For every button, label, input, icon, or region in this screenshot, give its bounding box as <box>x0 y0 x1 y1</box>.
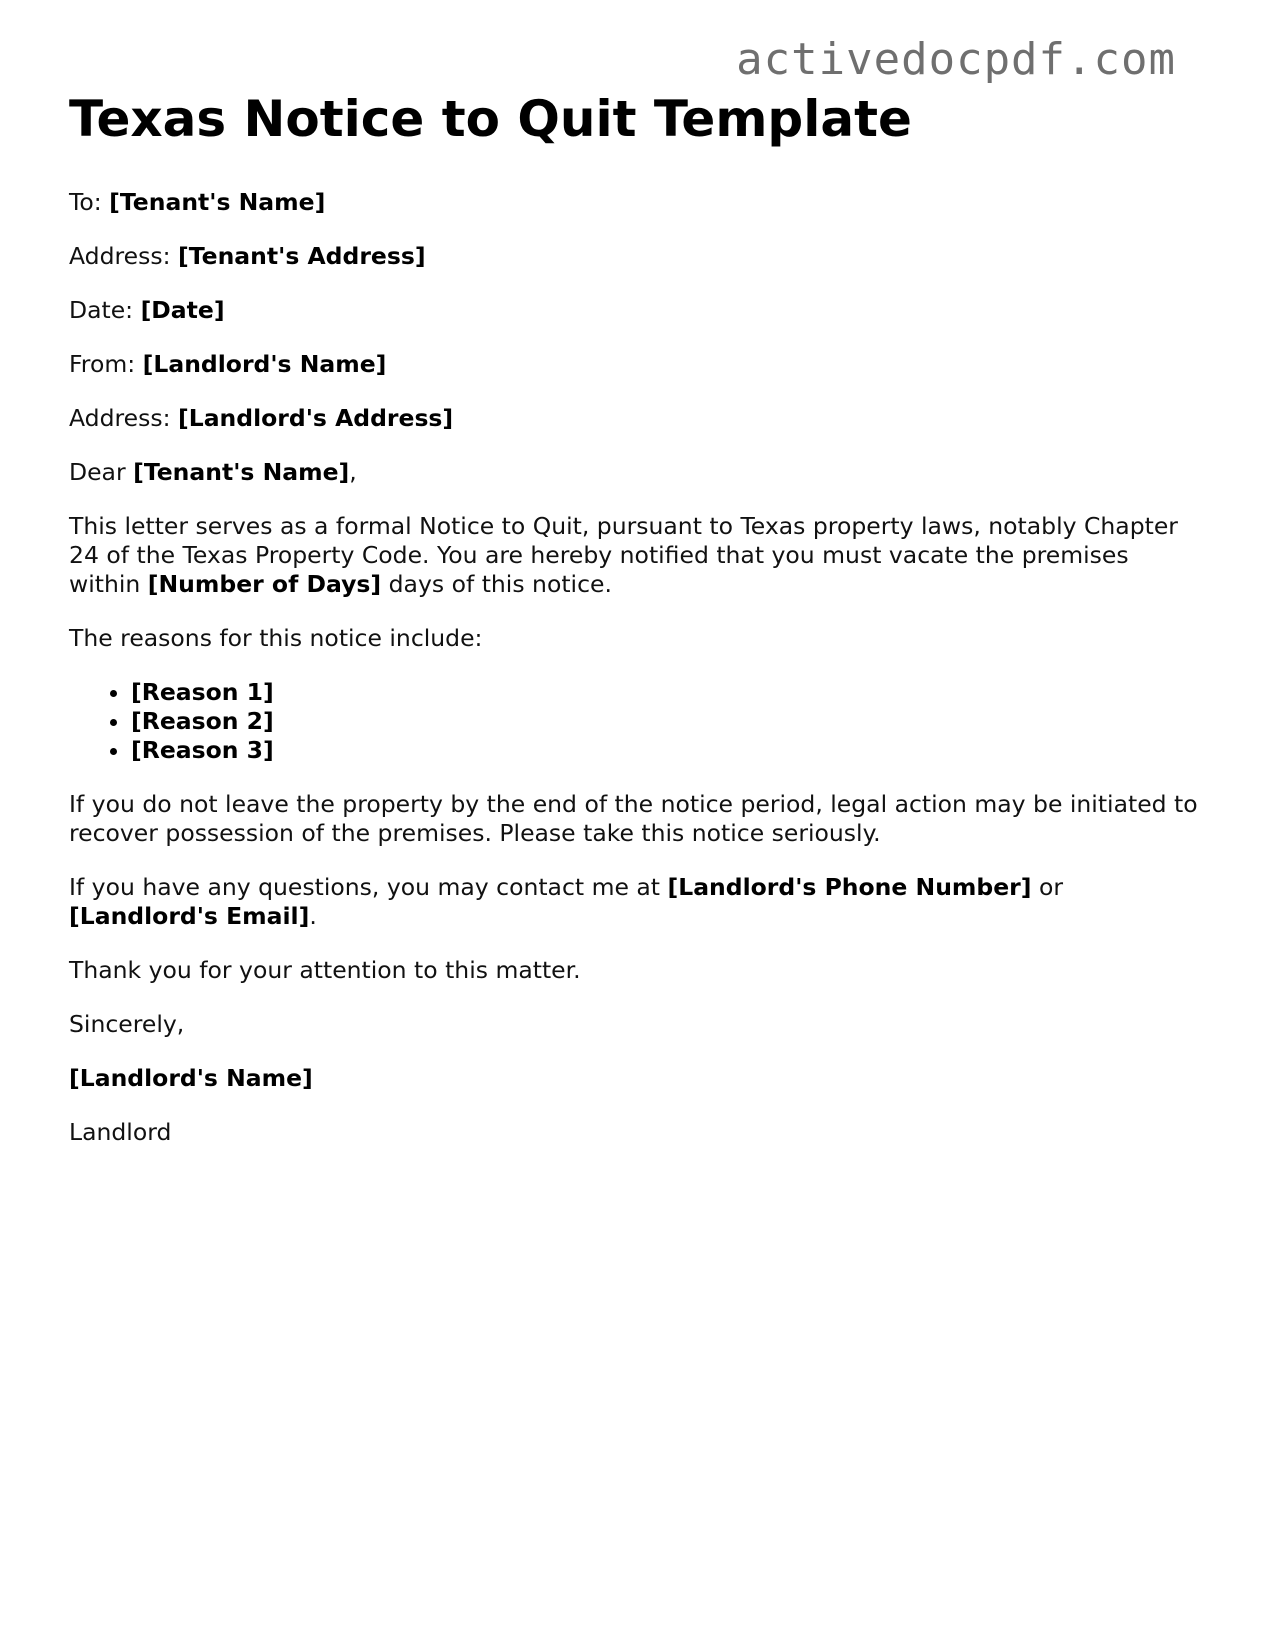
landlord-address-placeholder: [Landlord's Address] <box>177 404 454 432</box>
reason-item: • [Reason 3] <box>131 736 1199 765</box>
contact-text-before: If you have any questions, you may contact me at <box>69 873 668 901</box>
number-of-days-placeholder: [Number of Days] <box>147 570 382 598</box>
contact-paragraph <box>69 873 1199 931</box>
thanks-line: Thank you for your attention to this matter. <box>69 956 581 984</box>
from-field <box>69 350 1199 379</box>
date-placeholder: [Date] <box>140 296 225 324</box>
salutation-tenant-name: [Tenant's Name] <box>133 458 350 486</box>
contact-text-middle: or <box>1031 873 1064 901</box>
contact-text-after: . <box>309 902 317 930</box>
date-field <box>69 296 1199 325</box>
date-label: Date: <box>69 296 141 324</box>
salutation <box>69 458 1199 487</box>
tenant-address-field <box>69 242 1199 271</box>
watermark: activedocpdf.com <box>736 34 1176 85</box>
warning-paragraph: If you do not leave the property by the end of the notice period, legal action may be initiated to recover possession of the premises. Please take this notice seriously. <box>69 790 1198 847</box>
reason-item: • [Reason 1] <box>131 678 1199 707</box>
landlord-address-field <box>69 404 1199 433</box>
signature-name-placeholder: [Landlord's Name] <box>69 1064 313 1092</box>
from-label: From: <box>69 350 143 378</box>
to-field <box>69 188 1199 217</box>
tenant-name-placeholder: [Tenant's Name] <box>109 188 326 216</box>
document-title: Texas Notice to Quit Template <box>69 90 912 148</box>
reason-item: • [Reason 2] <box>131 707 1199 736</box>
tenant-address-placeholder: [Tenant's Address] <box>177 242 426 270</box>
signature-title: Landlord <box>69 1118 172 1146</box>
reasons-intro: The reasons for this notice include: <box>69 624 483 652</box>
landlord-email-placeholder: [Landlord's Email] <box>69 902 310 930</box>
signature-name <box>69 1064 1199 1093</box>
landlord-phone-placeholder: [Landlord's Phone Number] <box>667 873 1032 901</box>
document-body <box>69 86 1199 1172</box>
closing-line: Sincerely, <box>69 1010 185 1038</box>
to-label: To: <box>69 188 110 216</box>
tenant-address-label: Address: <box>69 242 178 270</box>
reasons-list <box>69 678 1199 765</box>
salutation-prefix: Dear <box>69 458 134 486</box>
notice-paragraph <box>69 512 1199 599</box>
landlord-name-placeholder: [Landlord's Name] <box>142 350 387 378</box>
notice-text-after: days of this notice. <box>381 570 612 598</box>
landlord-address-label: Address: <box>69 404 178 432</box>
salutation-suffix: , <box>349 458 357 486</box>
notice-text-before: This letter serves as a formal Notice to Quit, pursuant to Texas property laws, notably Chapter 24 of the Texas Property Code. You are hereby notified that you must vacate the premises within <box>69 512 1178 598</box>
